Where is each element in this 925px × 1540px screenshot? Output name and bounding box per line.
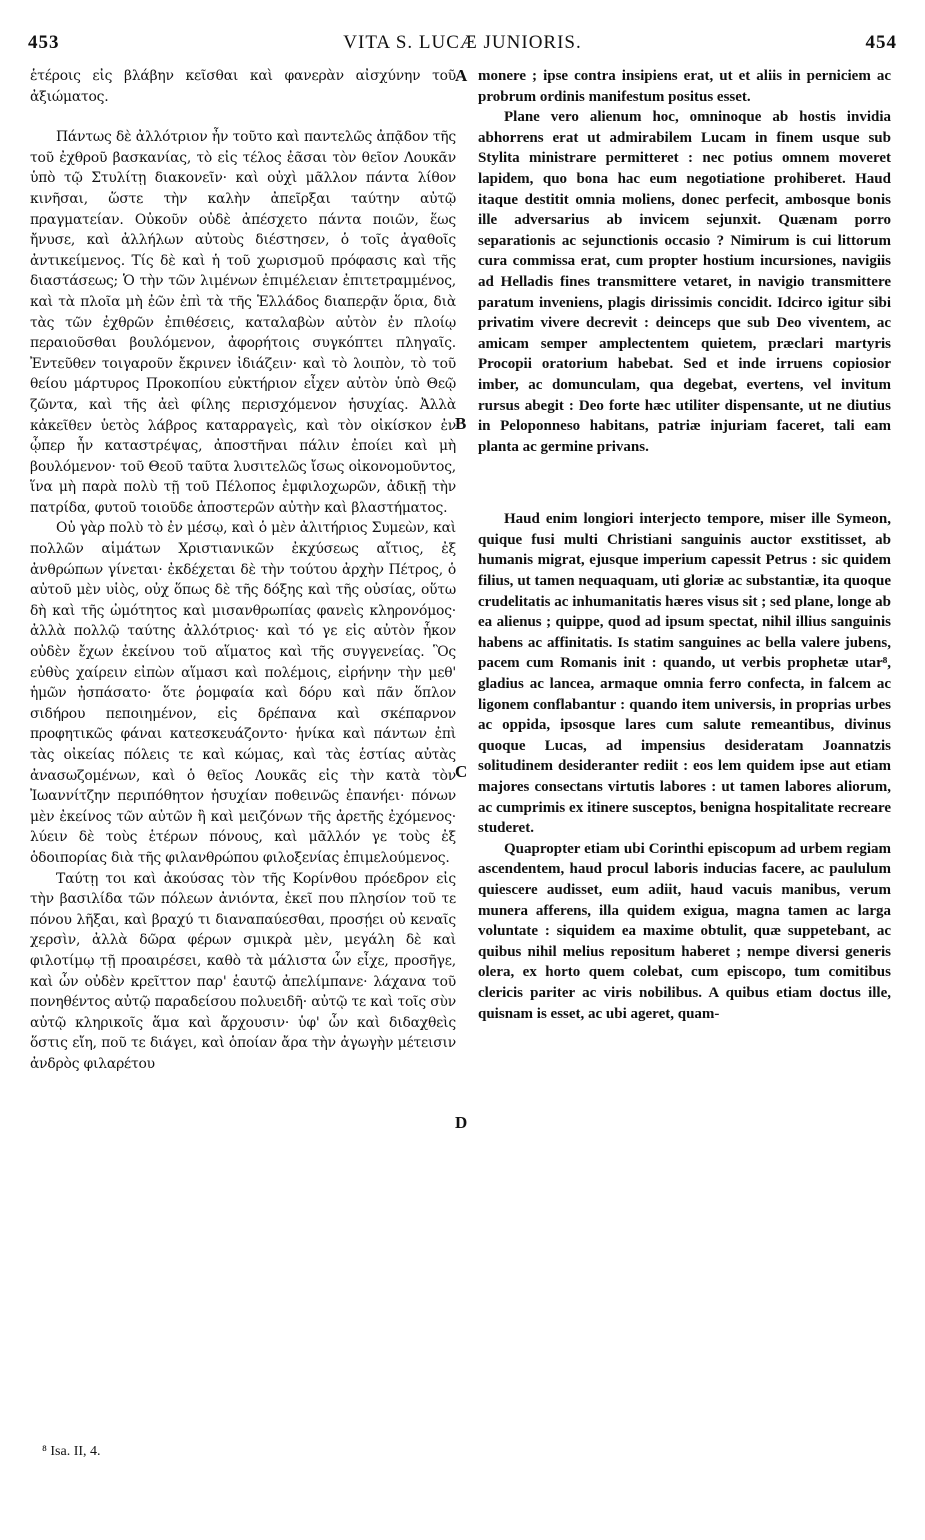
greek-paragraph: Ταύτῃ τοι καὶ ἀκούσας τὸν τῆς Κορίνθου πρόεδρον εἰς τὴν βασιλίδα τῶν πόλεων ἀνιόντα, ἐκεῖ που πλησίον τοῦ τε πόνου λῆξαι, καὶ βραχύ τι διαναπαύεσθαι, προσῄει οὐ κεναῖς χερσὶν, ἀλλὰ δῶρα φέρων σμικρὰ μὲν, μεγάλη δὲ καὶ φιλοτίμῳ τῇ προαιρέσει, καθὸ τὰ μάλιστα ὧν εἶχε, προσῆγε, καὶ ὧν οὐδὲν κρεῖττον παρ' ἑαυτῷ ἀπελίμπανε· λάχανα τοῦ πονηθέντος αὐτῷ παραδείσου πολυειδῆ· αὐτῷ τε καὶ τοῖς σὺν αὐτῷ κληρικοῖς ἅμα καὶ ἄρχουσιν· ὑφ' ὧν καὶ διδαχθεὶς ὅστις εἴη, ποῦ τε διάγει, καὶ ὁποίαν ἄρα τὴν ἀγωγὴν μέτεισιν ἀνδρὸς φιλαρέτου bbox=[30, 870, 456, 1072]
latin-paragraph: monere ; ipse contra insipiens erat, ut et aliis in perniciem ac probrum ordinis manifestum positus esset. bbox=[478, 68, 891, 105]
section-marker-c: C bbox=[455, 762, 468, 781]
latin-paragraph: Plane vero alienum hoc, omninoque ab hostis invidia abhorrens erat ut admirabilem Lucam in finem usque sub Stylita ministrare permitteret : nec potius omnem moveret lapidem, quo bona hac eum negotiatione prohiberet. Haud itaque destitit omnia moliens, donec perfecit, ambosque bonis ille adversarius ab invicem sejunxit. Quænam porro separationis ac sejunctionis occasio ? Nimirum is cui littorum cura commissa erat, cum propter hostium incursiones, navigiis ad Helladis fines transmittere vetaret, in navigio transmittere paratum inveniens, plagis dirissimis concidit. Idcirco igitur sibi privatim vivere decrevit : deinceps que sub Deo viventem, ac amicam semper amplectentem quietem, præclari martyris Procopii oratorium habebat. Sed et inde irruens copiosior imber, ac domunculam, qua degebat, evertens, vel invitum rursus abegit : Deo forte hæc utiliter dispensante, ut ne diutius in Peloponneso habitans, patriæ injuriam faceret, tali eam planta ac germine privans. bbox=[478, 109, 891, 455]
section-marker-d: D bbox=[455, 1113, 468, 1132]
latin-column bbox=[478, 66, 891, 1024]
page-number-left: 453 bbox=[28, 32, 60, 53]
greek-paragraph: Πάντως δὲ ἀλλότριον ἦν τοῦτο καὶ παντελῶς ἀπᾷδον τῆς τοῦ ἐχθροῦ βασκανίας, τὸ εἰς τέλος ἐᾶσαι τὸν θεῖον Λουκᾶν ὑπὸ τῷ Στυλίτῃ διακονεῖν· καὶ οὐχὶ μᾶλλον πάντα λίθον κινῆσαι, ὥστε τὴν καλὴν ἀπεῖρξαι ταύτην αὐτῷ πραγματείαν. Οὐκοῦν οὐδὲ ἀπέσχετο πάντα ποιῶν, ἕως ἤνυσε, καὶ ἀλλήλων αὐτοὺς διέστησεν, ὁ τοῖς ἀγαθοῖς ἀντικείμενος. Τίς δὲ καὶ ἡ τοῦ χωρισμοῦ πρόφασις καὶ τῆς διαστάσεως; Ὁ τὴν τῶν λιμένων ἐπιμέλειαν ἐπιτετραμμένος, καὶ τὰ πλοῖα μὴ ἐῶν ἐπὶ τὰ τῆς Ἑλλάδος διαπερᾷν ὅρια, διὰ τὰς τῶν ἐχθρῶν ἐπιθέσεις, καταλαβὼν αὐτὸν ἐν πλοίῳ περαιοῦσθαι βουλόμενον, ἀφορήτοις συγκόπτει πληγαῖς. Ἐντεῦθεν τοιγαροῦν ἔκρινεν ἰδιάζειν· καὶ τὸ λοιπὸν, τὸ τοῦ θείου μάρτυρος Προκοπίου εὐκτήριον εἶχεν αὐτὸν ὑπὸ Θεῷ ζῶντα, καὶ τῆς ἀεὶ φίλης περισχόμενον ἡσυχίας. Ἀλλὰ κἀκεῖθεν ὑετὸς λάβρος καταρραγεὶς, καὶ τὸν οἰκίσκον ἐν ᾧπερ ἦν καταστρέψας, ἀποστῆναι πάλιν ἐποίει καὶ μὴ βουλόμενον· τοῦ Θεοῦ ταῦτα λυσιτελῶς ἴσως οἰκονομοῦντος, ἵνα μὴ παρὰ πολὺ τῇ τοῦ Πέλοπος ἐμφιλοχωρῶν, ἀδικῇ τὴν πατρίδα, φυτοῦ τοιοῦδε ἀποστερῶν αὐτὴν καὶ βλαστήματος. bbox=[30, 129, 456, 516]
footnote: ⁸ Isa. II, 4. bbox=[42, 1444, 101, 1459]
section-marker-b: B bbox=[455, 414, 467, 433]
page-header bbox=[28, 32, 897, 66]
page-number-right: 454 bbox=[865, 32, 897, 53]
greek-paragraph: ἑτέροις εἰς βλάβην κεῖσθαι καὶ φανερὰν αἰσχύνην τοῦ ἀξιώματος. bbox=[30, 68, 456, 105]
greek-paragraph: Οὐ γὰρ πολὺ τὸ ἐν μέσῳ, καὶ ὁ μὲν ἀλιτήριος Συμεὼν, καὶ πολλῶν αἱμάτων Χριστιανικῶν ἐκχύσεως αἴτιος, ἐξ ἀνθρώπων γίνεται· ἐκδέχεται δὲ τὴν τούτου ἀρχὴν Πέτρος, ὁ αὐτοῦ μὲν υἱὸς, οὐχ ὅπως δὲ τῆς δόξης καὶ τῆς οὐσίας, οὕτω δὴ καὶ τῆς ὠμότητος καὶ μισανθρωπίας φανεὶς κληρονόμος· ἀλλὰ πολλῷ ταύτης ἀλλότριος· καὶ τό γε εἰς αὐτὸν ἧκον οὐδὲν ἔχων ἐκείνου τοῦ αἵματος καὶ τῆς συγγενείας. Ὃς εὐθὺς χαίρειν εἰπὼν αἵμασι καὶ πολέμοις, εἰρήνην τὴν μεθ' ἡμῶν ἠσπάσατο· ὅτε ῥομφαία καὶ δόρυ καὶ πᾶν ὅπλον σιδήρου πεποιημένον, εἰς δρέπανα καὶ σκέπαρνον προφητικῶς φάναι κατεσκευάζοντο· ἡνίκα καὶ πάντων ἐπὶ τὰς οἰκείας πόλεις τε καὶ κώμας, καὶ τὰς ἑστίας αὐτὰς ἀνασωζομένων, καὶ ὁ θεῖος Λουκᾶς εἰς τὴν κατὰ τὸν Ἰωαννίτζην περιπόθητον ἡσυχίαν ποθεινῶς ἐπανήει· πόνων μὲν ἐκείνος τῶν αὐτῶν ἢ καὶ μειζόνων τῆς ἀρετῆς ἐχόμενος· λύειν δὲ τοὺς ἑτέρων πόνους, καὶ μᾶλλόν γε τοὺς ἐξ ὁδοιπορίας διὰ τῆς φιλανθρώπου φιλοξενίας ἐπιμελούμενος. bbox=[30, 520, 456, 866]
latin-paragraph: Quapropter etiam ubi Corinthi episcopum ad urbem regiam ascendentem, haud procul laboris inducias facere, ac paululum quiescere audisset, eum adiit, haud vacuis manibus, verum munera afferens, illa quidem exigua, magna tamen ac larga voluntate : siquidem ea maxime obtulit, quæ suppetebant, ac quibus nihil melius repositum haberet ; nempe diversi generis olera, ex horto quem colebat, cum episcopo, tum comitibus clericis pariter ac viris nobilibus. A quibus etiam doctus ille, quisnam is esset, ac ubi ageret, quam- bbox=[478, 840, 891, 1022]
running-title: VITA S. LUCÆ JUNIORIS. bbox=[343, 32, 582, 53]
greek-column bbox=[30, 66, 456, 1075]
latin-paragraph: Haud enim longiori interjecto tempore, miser ille Symeon, quique fusi multi Christiani sanguinis auctor exstitisset, ab humanis migrat, ejusque imperium capessit Petrus : sic quidem filius, ut tamen nequaquam, uti gloriæ ac substantiæ, ita quoque crudelitatis ac inhumanitatis hæres visus sit ; sed plane, longe ab ea alienus ; quippe, quod ad ipsum spectat, nihil illius sanguinis habens ac affinitatis. Is statim sanguines ac bella valere jubens, pacem cum Romanis init : quando, ut verbis prophetæ utar⁸, gladius ac lancea, armaque omnia ferro confecta, in falcem ac ligonem conflabantur : quando item universis, in proprias urbes ac oppida, ipsosque lares cum salute remeantibus, divinus quoque Lucas, ad impensius desideratam Joannatzis solitudinem desideranter rediit : eos lem quidem ipse aut etiam majores consectans virtutis labores : ut tamen labores aliorum, ac cumprimis ex itinere susceptos, benigna hospitalitate recreare studeret. bbox=[478, 511, 891, 837]
section-marker-a: A bbox=[455, 66, 468, 85]
